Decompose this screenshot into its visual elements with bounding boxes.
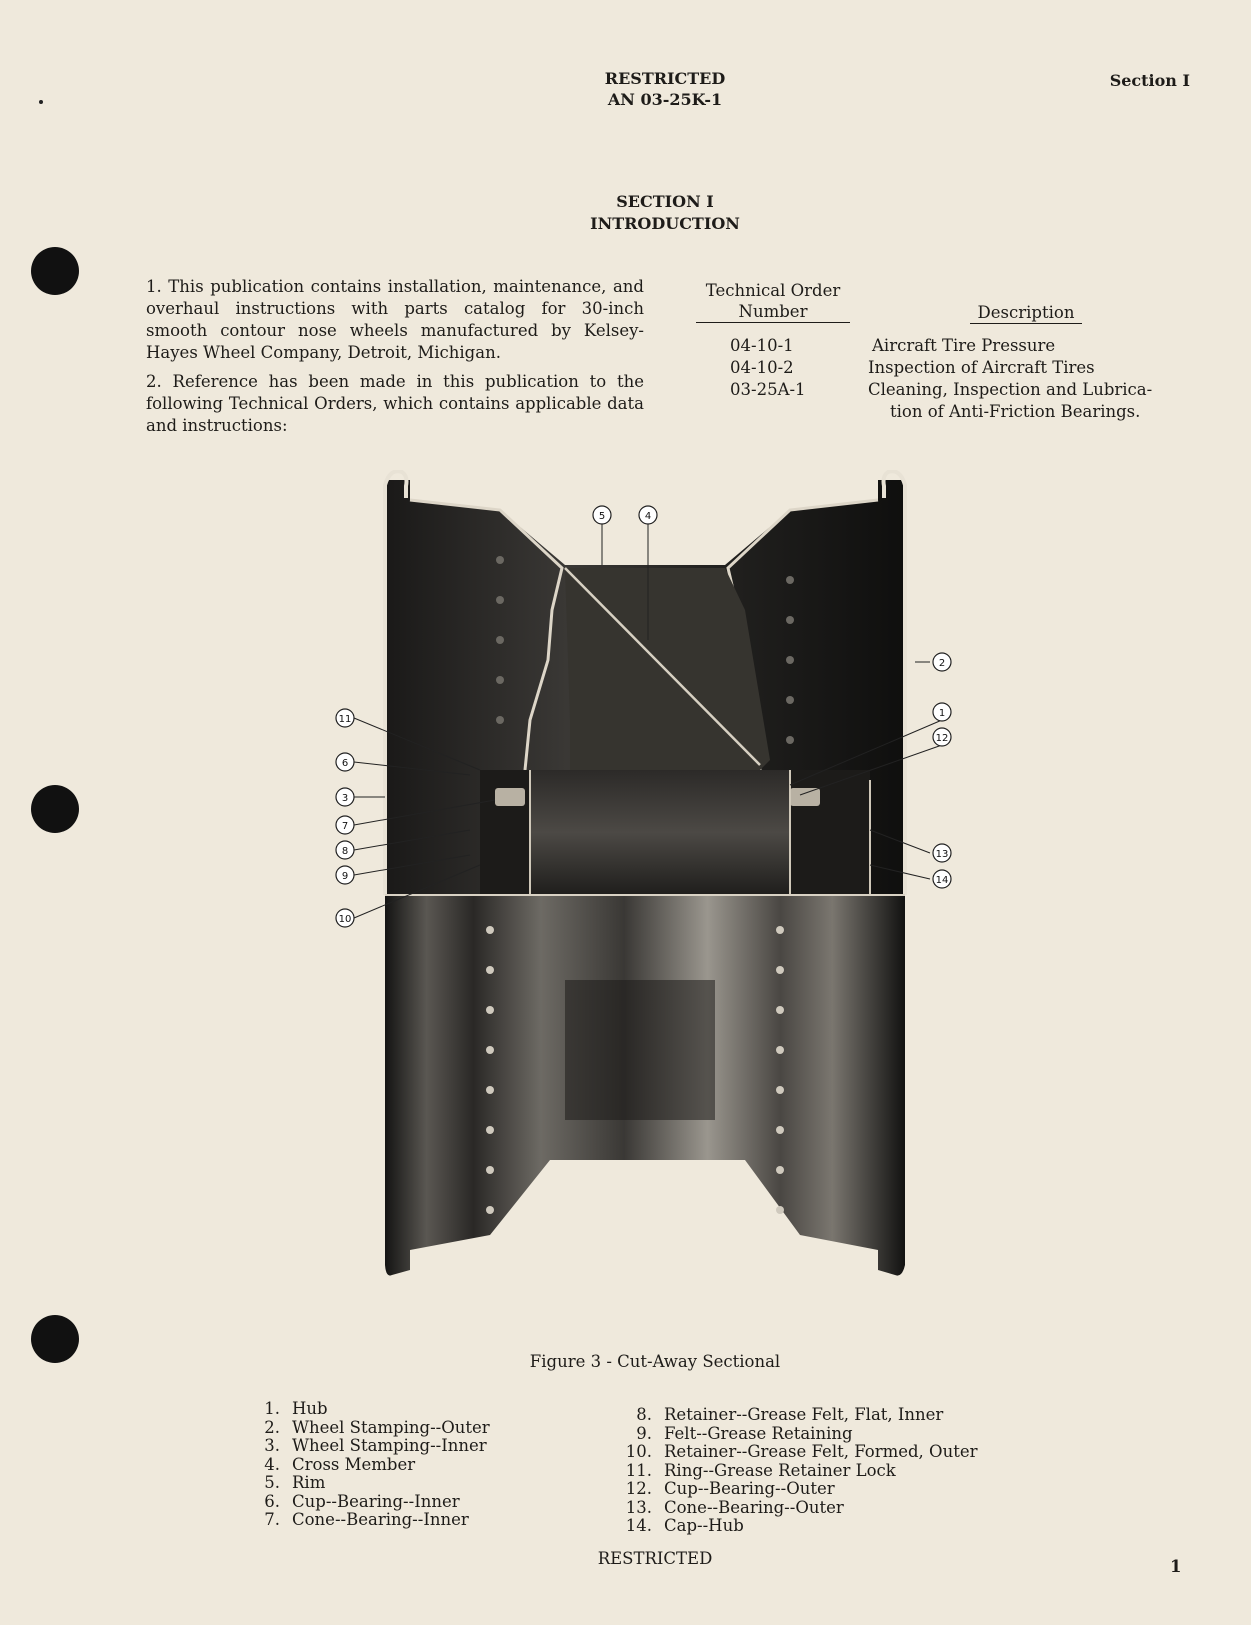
to-row-description: Aircraft Tire Pressure — [872, 336, 1056, 355]
legend-item: 13. Cone--Bearing--Outer — [625, 1497, 844, 1517]
legend-item: 8. Retainer--Grease Felt, Flat, Inner — [636, 1405, 944, 1424]
legend-item: 14. Cap--Hub — [625, 1516, 744, 1535]
wheel-cutaway-figure — [330, 470, 990, 1320]
callout-11: 11 — [338, 714, 352, 725]
intro-text — [146, 276, 644, 437]
section-title: INTRODUCTION — [590, 214, 740, 233]
callout-13: 13 — [935, 849, 949, 860]
legend-item: 6. Cup--Bearing--Inner — [264, 1491, 460, 1511]
parts-legend-left — [250, 1400, 590, 1530]
section-number: SECTION I — [616, 192, 714, 211]
legend-item: 5. Rim — [264, 1473, 326, 1492]
to-row-number: 03-25A-1 — [730, 380, 806, 399]
callout-14: 14 — [935, 875, 949, 886]
hub — [530, 770, 790, 895]
paragraph-1: 1. This publication contains installation, maintenance, and overhaul instructions with parts catalog for 30-inch smooth contour nose wheels manufactured by Kelsey-Hayes Wheel Company, Detroit, Michigan. — [146, 277, 644, 362]
to-col-number-header: Technical Order Number — [696, 280, 850, 323]
paragraph-2: 2. Reference has been made in this publication to the following Technical Orders, which contains applicable data and instructions: — [146, 372, 644, 435]
to-row-description: Inspection of Aircraft Tires — [868, 358, 1095, 377]
callout-6: 6 — [341, 758, 349, 769]
figure-caption: Figure 3 - Cut-Away Sectional — [529, 1352, 781, 1371]
punch-hole-top — [31, 247, 79, 295]
page-number: 1 — [1170, 1557, 1182, 1576]
callout-3: 3 — [341, 793, 349, 804]
callout-2: 2 — [938, 658, 946, 669]
header-classification: RESTRICTED — [604, 69, 726, 88]
header-doc-number: AN 03-25K-1 — [607, 90, 723, 109]
header-section-ref: Section I — [1109, 71, 1190, 90]
legend-item: 3. Wheel Stamping--Inner — [264, 1436, 487, 1455]
to-row-number: 04-10-1 — [730, 336, 794, 355]
legend-item: 1. Hub — [264, 1399, 328, 1418]
legend-item: 7. Cone--Bearing--Inner — [264, 1510, 469, 1529]
callout-5: 5 — [598, 511, 606, 522]
to-row-description: Cleaning, Inspection and Lubrica- — [868, 380, 1153, 399]
to-col-description-header: Description — [970, 302, 1082, 324]
legend-item: 12. Cup--Bearing--Outer — [625, 1479, 835, 1498]
punch-hole-middle — [31, 785, 79, 833]
paper-speck — [39, 100, 43, 104]
callout-10: 10 — [338, 914, 352, 925]
page-header — [560, 68, 770, 110]
callout-9: 9 — [341, 871, 349, 882]
punch-hole-bottom — [31, 1315, 79, 1363]
section-heading — [560, 191, 770, 235]
to-table — [696, 280, 1196, 430]
callout-1: 1 — [938, 708, 946, 719]
to-row-description-cont: tion of Anti-Friction Bearings. — [890, 402, 1141, 421]
legend-item: 11. Ring--Grease Retainer Lock — [625, 1460, 896, 1480]
callout-12: 12 — [935, 733, 949, 744]
parts-legend-right — [622, 1406, 1052, 1536]
callout-8: 8 — [341, 846, 349, 857]
legend-item: 9. Felt--Grease Retaining — [636, 1423, 853, 1443]
to-row-number: 04-10-2 — [730, 358, 794, 377]
legend-item: 2. Wheel Stamping--Outer — [264, 1417, 490, 1437]
legend-item: 10. Retainer--Grease Felt, Formed, Outer — [625, 1442, 978, 1461]
callout-4: 4 — [644, 511, 652, 522]
footer-classification: RESTRICTED — [597, 1549, 713, 1568]
legend-item: 4. Cross Member — [264, 1454, 416, 1474]
callout-7: 7 — [341, 821, 349, 832]
